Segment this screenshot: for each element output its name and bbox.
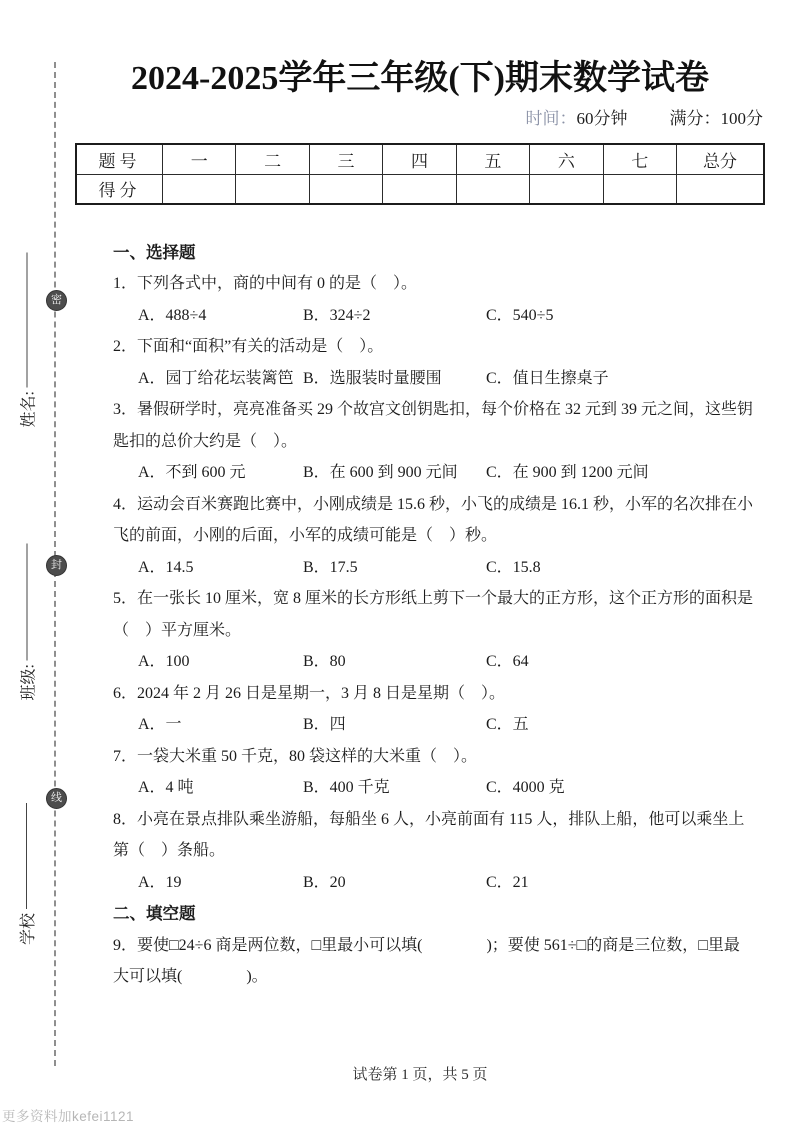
question-2-options	[113, 363, 765, 395]
option-c: C．21	[486, 873, 529, 891]
option-c: C．值日生擦桌子	[486, 369, 609, 387]
option-b: B．324÷2	[303, 306, 371, 324]
question-4	[113, 489, 765, 584]
score-table	[75, 143, 765, 205]
option-b: B．80	[303, 653, 346, 670]
question-6-text: 6．2024 年 2 月 26 日是星期一，3 月 8 日是星期（ ）。	[113, 684, 506, 702]
exam-title: 2024-2025学年三年级(下)期末数学试卷	[131, 60, 709, 97]
score-table-header-row	[76, 144, 764, 175]
score-header-cell: 三	[309, 144, 382, 175]
content-area	[75, 0, 765, 993]
seal-badge-mi: 密	[46, 290, 67, 311]
option-b: B．四	[303, 716, 346, 733]
option-a: A．不到 600 元	[138, 464, 246, 481]
question-3-text: 匙扣的总价大约是（ ）。	[113, 432, 298, 450]
question-7-options	[113, 772, 765, 804]
question-2-text: 2．下面和“面积”有关的活动是（ ）。	[113, 338, 384, 355]
score-empty-cell	[236, 174, 309, 204]
class-blank-line	[26, 544, 28, 661]
option-b: B．20	[303, 873, 346, 891]
score-header-cell: 题号	[76, 144, 163, 175]
score-empty-cell	[309, 174, 382, 204]
option-c: C．15.8	[486, 558, 541, 576]
option-a: A．100	[138, 653, 190, 670]
question-5	[113, 583, 765, 678]
option-c: C．64	[486, 653, 529, 670]
school-field-label: 学校	[19, 912, 37, 945]
question-5-text: （ ）平方厘米。	[113, 621, 242, 639]
name-blank-line	[26, 253, 28, 388]
question-4-text: 4．运动会百米赛跑比赛中，小刚成绩是 15.6 秒，小飞的成绩是 16.1 秒，小军的名次排在小	[113, 495, 754, 513]
class-field-label: 班级:	[20, 664, 37, 701]
option-c: C．在 900 到 1200 元间	[486, 464, 649, 481]
question-8	[113, 804, 765, 899]
questions-area	[113, 237, 765, 993]
section-heading-fill: 二、填空题	[113, 904, 196, 923]
question-9	[113, 930, 765, 993]
footer-page-number: 试卷第 1 页，共 5 页	[352, 1067, 488, 1083]
option-a: A．14.5	[138, 558, 194, 576]
question-7	[113, 741, 765, 804]
time-value: 60分钟	[576, 108, 628, 128]
score-row-label: 得分	[76, 174, 163, 204]
score-header-cell: 总分	[677, 144, 765, 175]
time-label: 时间：	[525, 108, 577, 128]
question-3-options	[113, 457, 765, 489]
question-1-options	[113, 300, 765, 332]
school-field	[14, 803, 38, 945]
exam-meta	[75, 107, 765, 131]
question-1	[113, 268, 765, 331]
option-a: A．488÷4	[138, 306, 207, 324]
question-8-options	[113, 867, 765, 899]
question-2	[113, 331, 765, 394]
section-heading-choice: 一、选择题	[113, 242, 196, 262]
question-8-text: 8．小亮在景点排队乘坐游船，每船坐 6 人，小亮前面有 115 人，排队上船，他可以乘坐上	[113, 810, 745, 828]
score-empty-cell	[383, 174, 456, 204]
question-5-text: 5．在一张长 10 厘米，宽 8 厘米的长方形纸上剪下一个最大的正方形，这个正方形的面积是	[113, 590, 754, 607]
question-9-text: 9．要使□24÷6 商是两位数，□里最小可以填( )；要使 561÷□的商是三位数，□里最	[113, 936, 740, 954]
option-b: B．在 600 到 900 元间	[303, 464, 458, 481]
option-b: B．400 千克	[303, 779, 390, 796]
score-empty-cell	[603, 174, 676, 204]
question-5-options	[113, 646, 765, 678]
score-empty-cell	[677, 174, 765, 204]
score-table-score-row	[76, 174, 764, 204]
score-header-cell: 五	[456, 144, 529, 175]
question-8-text: 第（ ）条船。	[113, 842, 226, 859]
question-4-text: 飞的前面，小刚的后面，小军的成绩可能是（ ）秒。	[113, 527, 498, 544]
score-empty-cell	[163, 174, 236, 204]
seal-badge-xian: 线	[46, 788, 67, 809]
school-blank-line	[25, 803, 27, 909]
option-a: A．园丁给花坛装篱笆	[138, 369, 294, 387]
option-a: A．19	[138, 873, 182, 891]
question-3-text: 3．暑假研学时，亮亮准备买 29 个故宫文创钥匙扣，每个价格在 32 元到 39 元之间，这些钥	[113, 401, 754, 418]
option-a: A．一	[138, 716, 182, 733]
question-9-text: 大可以填( )。	[113, 968, 268, 985]
question-1-text: 1．下列各式中，商的中间有 0 的是（ ）。	[113, 275, 418, 292]
class-field	[15, 544, 39, 701]
option-c: C．540÷5	[486, 306, 554, 324]
score-header-cell: 七	[603, 144, 676, 175]
option-c: C．4000 克	[486, 779, 565, 796]
full-score-label: 满分：	[669, 108, 721, 128]
question-7-text: 7．一袋大米重 50 千克，80 袋这样的大米重（ ）。	[113, 747, 478, 765]
question-4-options	[113, 552, 765, 584]
score-empty-cell	[456, 174, 529, 204]
question-6	[113, 678, 765, 741]
option-b: B．17.5	[303, 558, 358, 576]
option-c: C．五	[486, 716, 529, 733]
score-header-cell: 四	[383, 144, 456, 175]
watermark-text: 更多资料加kefei1121	[2, 1109, 135, 1124]
question-3	[113, 394, 765, 489]
option-b: B．选服装时量腰围	[303, 369, 442, 387]
score-header-cell: 六	[530, 144, 603, 175]
name-field	[15, 253, 39, 428]
score-empty-cell	[530, 174, 603, 204]
name-field-label: 姓名:	[20, 391, 37, 428]
score-header-cell: 二	[236, 144, 309, 175]
option-a: A．4 吨	[138, 779, 194, 796]
score-header-cell: 一	[163, 144, 236, 175]
question-6-options	[113, 709, 765, 741]
full-score-value: 100分	[720, 108, 763, 128]
seal-badge-feng: 封	[46, 555, 67, 576]
